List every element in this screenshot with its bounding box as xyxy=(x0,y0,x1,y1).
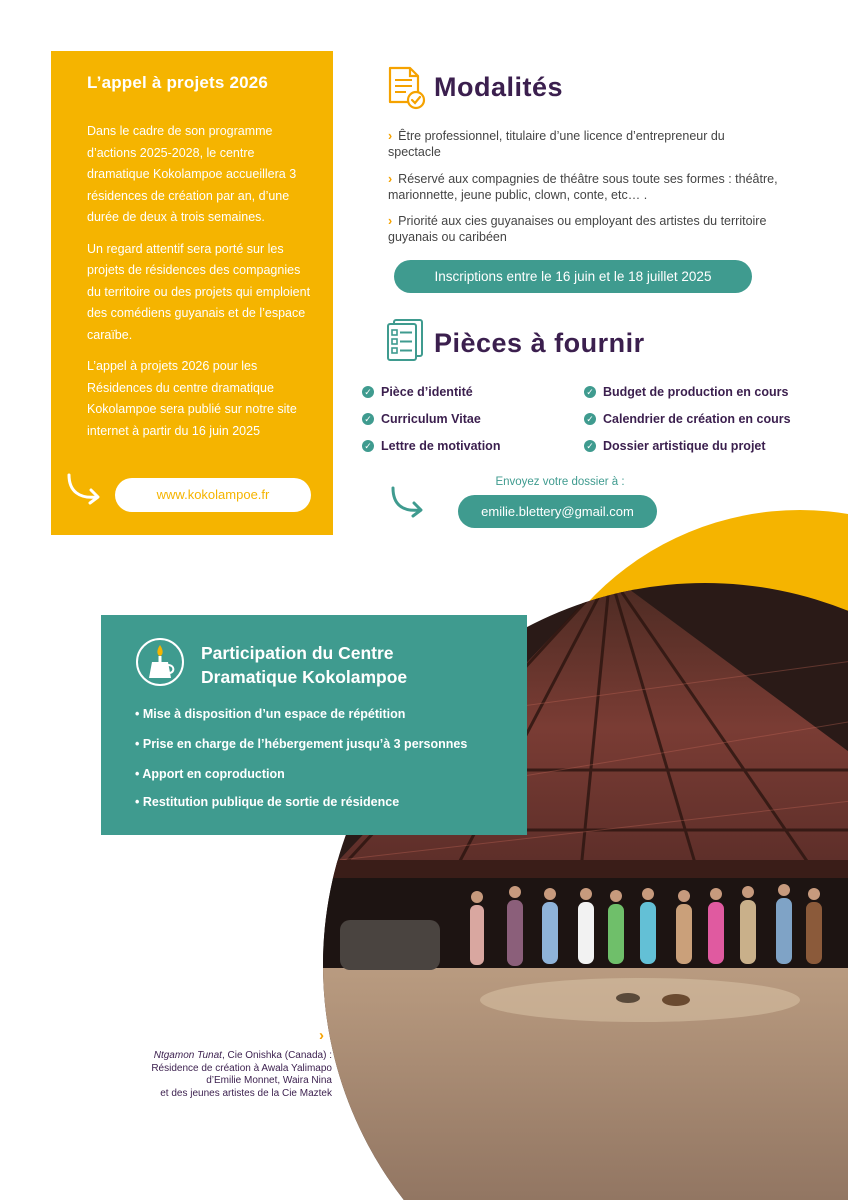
call-paragraph: Un regard attentif sera porté sur les projets de résidences des compagnies du territoire ou des projets qui emploient des comédiens guyanais et de l’espace caraïbe. xyxy=(87,241,311,342)
document-label: Budget de production en cours xyxy=(603,385,789,399)
inscriptions-dates-badge: Inscriptions entre le 16 juin et le 18 juillet 2025 xyxy=(394,260,752,293)
chevron-right-icon: › xyxy=(388,129,393,143)
document-item xyxy=(584,385,788,399)
checklist-icon xyxy=(386,318,426,362)
document-item xyxy=(584,412,791,426)
photo-caption xyxy=(110,1050,332,1100)
modalite-text: Réservé aux compagnies de théâtre sous toute ses formes : théâtre, marionnette, jeune public, clown, conte, etc… . xyxy=(388,172,778,202)
curved-arrow-icon xyxy=(65,471,105,505)
send-label: Envoyez votre dossier à : xyxy=(495,476,625,488)
check-icon: ✓ xyxy=(584,413,596,425)
caption-title: Ntgamon Tunat xyxy=(153,1050,222,1061)
participation-text: Mise à disposition d’un espace de répétition xyxy=(142,707,406,721)
call-paragraph: L’appel à projets 2026 pour les Résidences du centre dramatique Kokolampoe sera publié sur notre site internet à partir du 16 juin 2025 xyxy=(87,359,297,438)
caption-text: Résidence de création à Awala Yalimapo xyxy=(151,1062,332,1074)
modalites-title: Modalités xyxy=(434,72,564,102)
chevron-right-icon: › xyxy=(319,1027,324,1044)
participation-text: Restitution publique de sortie de résidence xyxy=(142,795,400,809)
participation-item: • Prise en charge de l’hébergement jusqu’à 3 personnes xyxy=(135,737,468,751)
participation-title-line: Participation du Centre xyxy=(201,643,394,663)
modalite-item xyxy=(388,171,778,203)
check-icon: ✓ xyxy=(362,440,374,452)
check-icon: ✓ xyxy=(584,386,596,398)
check-icon: ✓ xyxy=(584,440,596,452)
check-icon: ✓ xyxy=(362,413,374,425)
call-paragraph: Dans le cadre de son programme d’actions 2025-2028, le centre dramatique Kokolampoe accueillera 3 résidences de création par an, d’une durée de deux à trois semaines. xyxy=(87,124,297,224)
document-label: Calendrier de création en cours xyxy=(603,412,791,426)
caption-text: et des jeunes artistes de la Cie Maztek xyxy=(160,1087,332,1099)
lamp-icon xyxy=(135,637,185,687)
participation-box xyxy=(101,615,527,835)
email-link[interactable]: emilie.blettery@gmail.com xyxy=(458,495,657,528)
modalite-item xyxy=(388,128,778,160)
document-label: Pièce d’identité xyxy=(381,385,473,399)
participation-item: • Apport en coproduction xyxy=(135,767,285,781)
document-item xyxy=(584,439,766,453)
participation-title-line: Dramatique Kokolampoe xyxy=(201,667,408,687)
participation-text: Prise en charge de l’hébergement jusqu’à 3 personnes xyxy=(142,737,468,751)
curved-arrow-icon xyxy=(388,484,428,520)
modalite-text: Priorité aux cies guyanaises ou employant des artistes du territoire guyanais ou caribéen xyxy=(388,214,767,244)
call-title: L’appel à projets 2026 xyxy=(87,73,269,92)
chevron-right-icon: › xyxy=(388,214,393,228)
document-label: Lettre de motivation xyxy=(381,439,501,453)
modalite-item xyxy=(388,213,778,245)
document-item xyxy=(362,439,500,453)
call-for-projects-box xyxy=(51,51,333,535)
participation-item: • Restitution publique de sortie de résidence xyxy=(135,795,400,809)
caption-text: , Cie Onishka (Canada) : xyxy=(221,1050,332,1061)
document-item xyxy=(362,412,481,426)
website-link[interactable]: www.kokolampoe.fr xyxy=(115,478,311,512)
caption-text: d’Emilie Monnet, Waira Nina xyxy=(206,1075,332,1086)
document-item xyxy=(362,385,473,399)
document-label: Curriculum Vitae xyxy=(381,412,481,426)
chevron-right-icon: › xyxy=(388,172,393,186)
participation-title xyxy=(201,641,501,689)
document-check-icon xyxy=(386,66,426,110)
pieces-title: Pièces à fournir xyxy=(434,328,645,358)
document-label: Dossier artistique du projet xyxy=(603,439,766,453)
participation-text: Apport en coproduction xyxy=(142,767,285,781)
modalite-text: Être professionnel, titulaire d’une licence d’entrepreneur du spectacle xyxy=(388,129,725,159)
participation-item: • Mise à disposition d’un espace de répétition xyxy=(135,707,406,721)
check-icon: ✓ xyxy=(362,386,374,398)
